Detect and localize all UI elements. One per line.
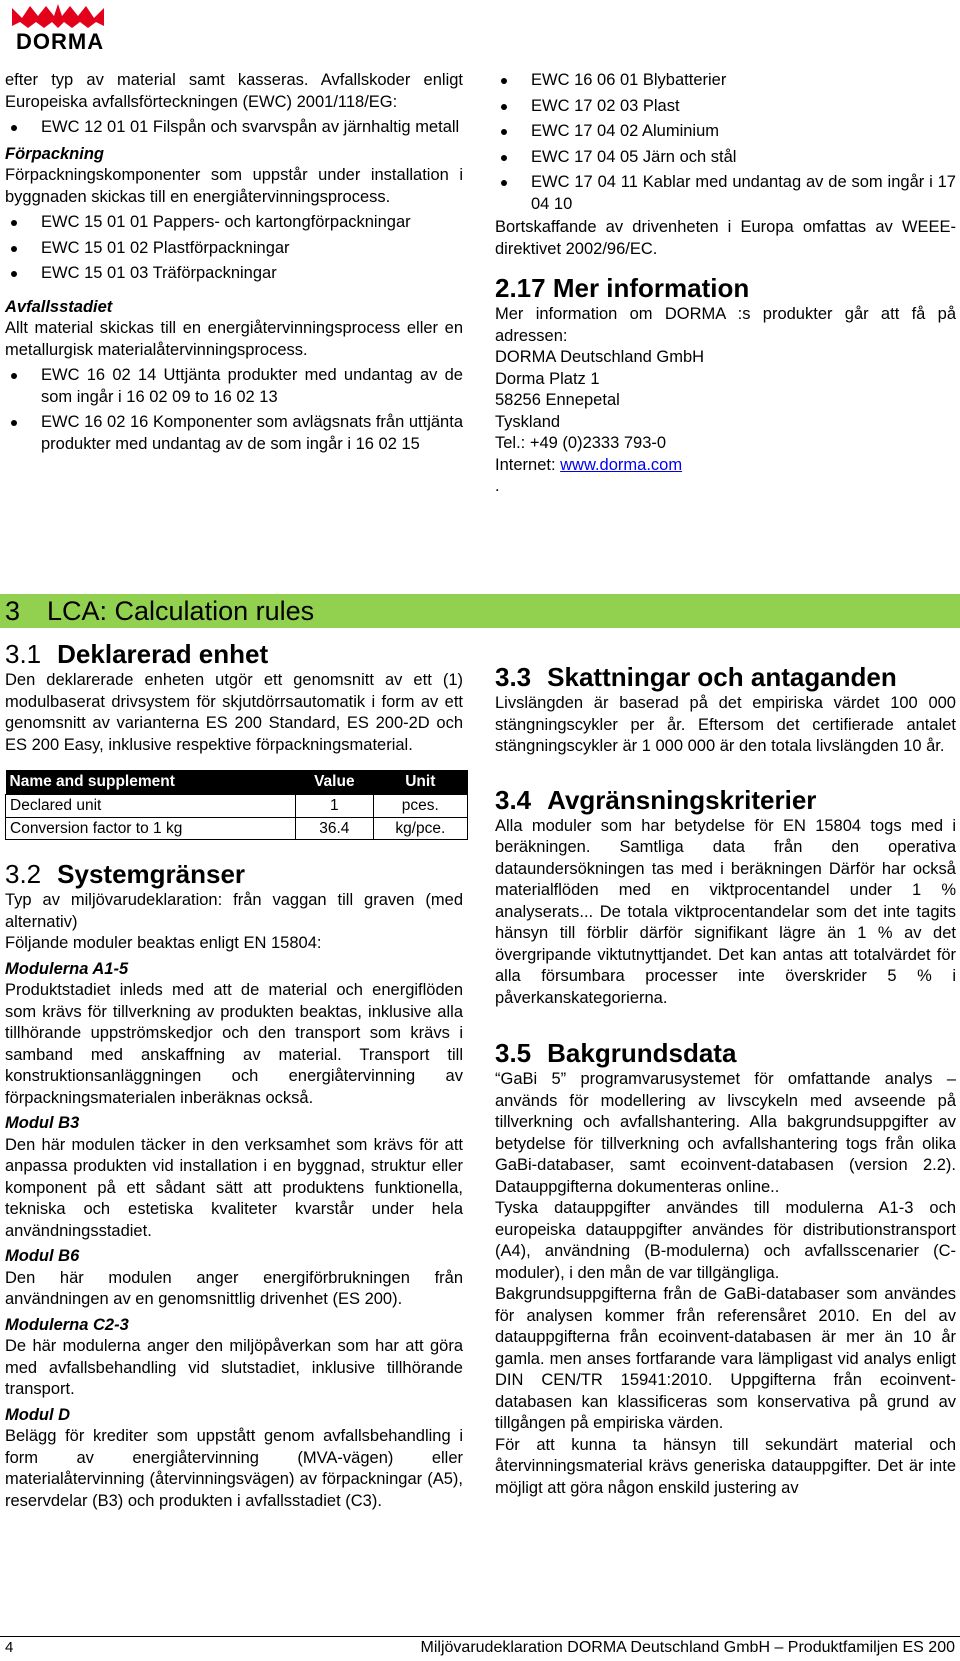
system-type-text: Typ av miljövarudeklaration: från vaggan till graven (med alternativ) — [5, 891, 463, 931]
trailing-dot: . — [495, 477, 500, 495]
metal-list — [5, 117, 463, 139]
heading-3-2: 3.2 Systemgränser — [5, 859, 246, 889]
table-cell: 36.4 — [296, 817, 374, 840]
address-line: 58256 Ennepetal — [495, 391, 620, 409]
list-item: EWC 17 04 02 Aluminium — [495, 121, 956, 143]
left-column-bottom — [5, 638, 463, 1512]
table-cell: 1 — [296, 795, 374, 818]
section-number: 3 — [5, 596, 21, 626]
footer-title: Miljövarudeklaration DORMA Deutschland GmbH – Produktfamiljen ES 200 — [420, 1639, 955, 1656]
more-info-heading: 2.17 Mer information — [495, 273, 750, 303]
list-item: EWC 15 01 03 Träförpackningar — [5, 263, 463, 285]
packaging-heading: Förpackning — [5, 144, 105, 163]
intro-text: efter typ av material samt kasseras. Avfallskoder enligt Europeiska avfallsförteckningen (EWC) 2001/118/EG: — [5, 71, 463, 111]
table-header: Name and supplement — [6, 770, 296, 795]
heading-3-3: 3.3 Skattningar och antaganden — [495, 662, 897, 692]
module-text: Produktstadiet inleds med att de material och energiflöden som krävs för tillverkning av produkten beaktas, inklusive alla tillhörande uppströmskedjor och den transport som krävs i samband med anskaffning av material. Transport till konstruktionsanläggningen och energiåtervinning av förpackningsmaterialen inberäknas också. — [5, 981, 463, 1107]
internet-label: Internet: — [495, 455, 561, 474]
dorma-logo — [8, 2, 108, 54]
table-cell: Declared unit — [6, 795, 296, 818]
module-heading: Modul B6 — [5, 1247, 80, 1265]
footer-divider — [0, 1636, 960, 1637]
website-link[interactable]: www.dorma.com — [560, 455, 683, 474]
declared-unit-table — [5, 770, 468, 840]
section-3-heading-bar — [0, 594, 960, 628]
list-item: EWC 12 01 01 Filspån och svarvspån av järnhaltig metall — [5, 117, 463, 139]
phone-line: Tel.: +49 (0)2333 793-0 — [495, 434, 667, 452]
list-item: EWC 15 01 02 Plastförpackningar — [5, 238, 463, 260]
module-heading: Modulerna C2-3 — [5, 1315, 129, 1334]
right-column-top — [495, 70, 956, 498]
list-item: EWC 16 02 14 Uttjänta produkter med undantag av de som ingår i 16 02 09 to 16 02 13 — [5, 365, 463, 408]
table-cell: kg/pce. — [373, 817, 467, 840]
table-row — [6, 817, 468, 840]
table-row — [6, 795, 468, 818]
background-paragraph: För att kunna ta hänsyn till sekundärt material och återvinningsmaterial krävs generiska datauppgifter. Det är inte möjligt att göra någon enskild justering av — [495, 1435, 956, 1497]
heading-3-4: 3.4 Avgränsningskriterier — [495, 784, 817, 815]
table-header: Unit — [373, 770, 467, 795]
heading-3-5: 3.5 Bakgrundsdata — [495, 1038, 737, 1068]
left-column-top — [5, 70, 463, 455]
estimates-text: Livslängden är baserad på det empiriska värdet 100 000 stängningscykler per år. Eftersom det certifierade antalet stängningscykler är 1 000 000 är den totala livslängden 10 år. — [495, 694, 956, 755]
module-heading: Modulerna A1-5 — [5, 959, 129, 978]
table-header: Value — [296, 770, 374, 795]
module-text: Belägg för krediter som uppstått genom avfallsbehandling i form av energiåtervinning (MVA-vägen) eller materialåtervinning (återvinningsvägen) av förpackningar (A5), reservdelar (B3) och produkten i avfallsstadiet (C3). — [5, 1427, 463, 1510]
internet-line — [495, 455, 956, 477]
more-info-text: Mer information om DORMA :s produkter går att få på adressen: — [495, 305, 956, 345]
waste-text: Allt material skickas till en energiåtervinningsprocess eller en metallurgisk materialåtervinningsprocess. — [5, 319, 463, 359]
dorma-logo-text: DORMA — [16, 29, 105, 54]
address-line: Tyskland — [495, 412, 561, 431]
waste-list — [5, 365, 463, 455]
list-item: EWC 17 04 05 Järn och stål — [495, 147, 956, 169]
waste-heading: Avfallsstadiet — [5, 297, 113, 316]
weee-text: Bortskaffande av drivenheten i Europa omfattas av WEEE-direktivet 2002/96/EC. — [495, 218, 956, 258]
ewc-list — [495, 70, 956, 215]
list-item: EWC 17 02 03 Plast — [495, 96, 956, 118]
cutoff-text: Alla moduler som har betydelse för EN 15804 togs med i beräkningen. Samtliga data från den operativa dataundersökningen tas med i beräkningen Därför har också materialflöden med en viktprocentandel under 1 % analyserats... De totala viktprocentandelar som det inte tagits hänsyn till förblir därför signifikant lägre än 1 % av det övergripande viktutnyttjandet. Det kan antas att totalvärdet för alla försumbara processer inte överskrider 5 % i påverkanskategorierna. — [495, 816, 956, 1007]
packaging-text: Förpackningskomponenter som uppstår under installation i byggnaden skickas till en energiåtervinningsprocess. — [5, 166, 463, 206]
list-item: EWC 15 01 01 Pappers- och kartongförpackningar — [5, 212, 463, 234]
modules-intro: Följande moduler beaktas enligt EN 15804: — [5, 934, 322, 952]
list-item: EWC 17 04 11 Kablar med undantag av de som ingår i 17 04 10 — [495, 172, 956, 215]
background-paragraph: Bakgrundsuppgifterna från de GaBi-databaser som användes för analysen kommer från referensåret 2010. En del av datauppgifterna från ecoinvent-databasen är mer än 10 år gamla. men anses fortfarande vara lämpligast vid analys enligt DIN CEN/TR 15941:2010. Uppgifterna från ecoinvent-databasen kan klassificeras som konservativa på grund av tillgången på empiriska värden. — [495, 1285, 956, 1432]
background-paragraph: Tyska datauppgifter användes till modulerna A1-3 och europeiska datauppgifter användes för distributionstransport (A4), användning (B-modulerna) och avfallsscenarier (C-moduler), i den mån de var tillgängliga. — [495, 1199, 956, 1282]
module-text: De här modulerna anger den miljöpåverkan som har att göra med avfallsbehandling vid slutstadiet, inklusive tillhörande transport. — [5, 1337, 463, 1398]
packaging-list — [5, 212, 463, 285]
list-item: EWC 16 06 01 Blybatterier — [495, 70, 956, 92]
address-line: DORMA Deutschland GmbH — [495, 348, 705, 366]
section-title: LCA: Calculation rules — [47, 596, 315, 626]
table-cell: Conversion factor to 1 kg — [6, 817, 296, 840]
module-text: Den här modulen täcker in den verksamhet som krävs för att anpassa produkten vid installation i en byggnad, struktur eller komponent på ett sådant sätt att produktens funktionella, tekniska och estetiska kvaliteter kvarstår under hela användningsstadiet. — [5, 1135, 463, 1240]
background-paragraph: “GaBi 5” programvarusystemet för omfattande analys – används för modellering av livscykeln med avseende på tillverkning och avfallshantering. Alla bakgrundsuppgifter av betydelse för tillverkning och avfallshantering togs från olika GaBi-databaser, samt ecoinvent-databasen (version 2.2). Datauppgifterna dokumenteras online.. — [495, 1070, 956, 1196]
heading-3-1: 3.1 Deklarerad enhet — [5, 639, 269, 669]
table-cell: pces. — [373, 795, 467, 818]
module-heading: Modul B3 — [5, 1114, 80, 1132]
list-item: EWC 16 02 16 Komponenter som avlägsnats från uttjänta produkter med undantag av de som ingår i 16 02 15 — [5, 412, 463, 455]
module-heading: Modul D — [5, 1405, 71, 1424]
address-line: Dorma Platz 1 — [495, 369, 600, 388]
page-number: 4 — [5, 1639, 14, 1656]
declared-unit-text: Den deklarerade enheten utgör ett genomsnitt av ett (1) modulbaserat drivsystem för skjutdörrsautomatik i form av ett genomsnitt av varianterna ES 200 Standard, ES 200-2D och ES 200 Easy, inklusive respektive förpackningsmaterial. — [5, 671, 463, 754]
table-header-row — [6, 770, 468, 795]
module-text: Den här modulen anger energiförbrukningen från användningen av en genomsnittlig drivenhet (ES 200). — [5, 1268, 463, 1308]
right-column-bottom — [495, 661, 956, 1499]
